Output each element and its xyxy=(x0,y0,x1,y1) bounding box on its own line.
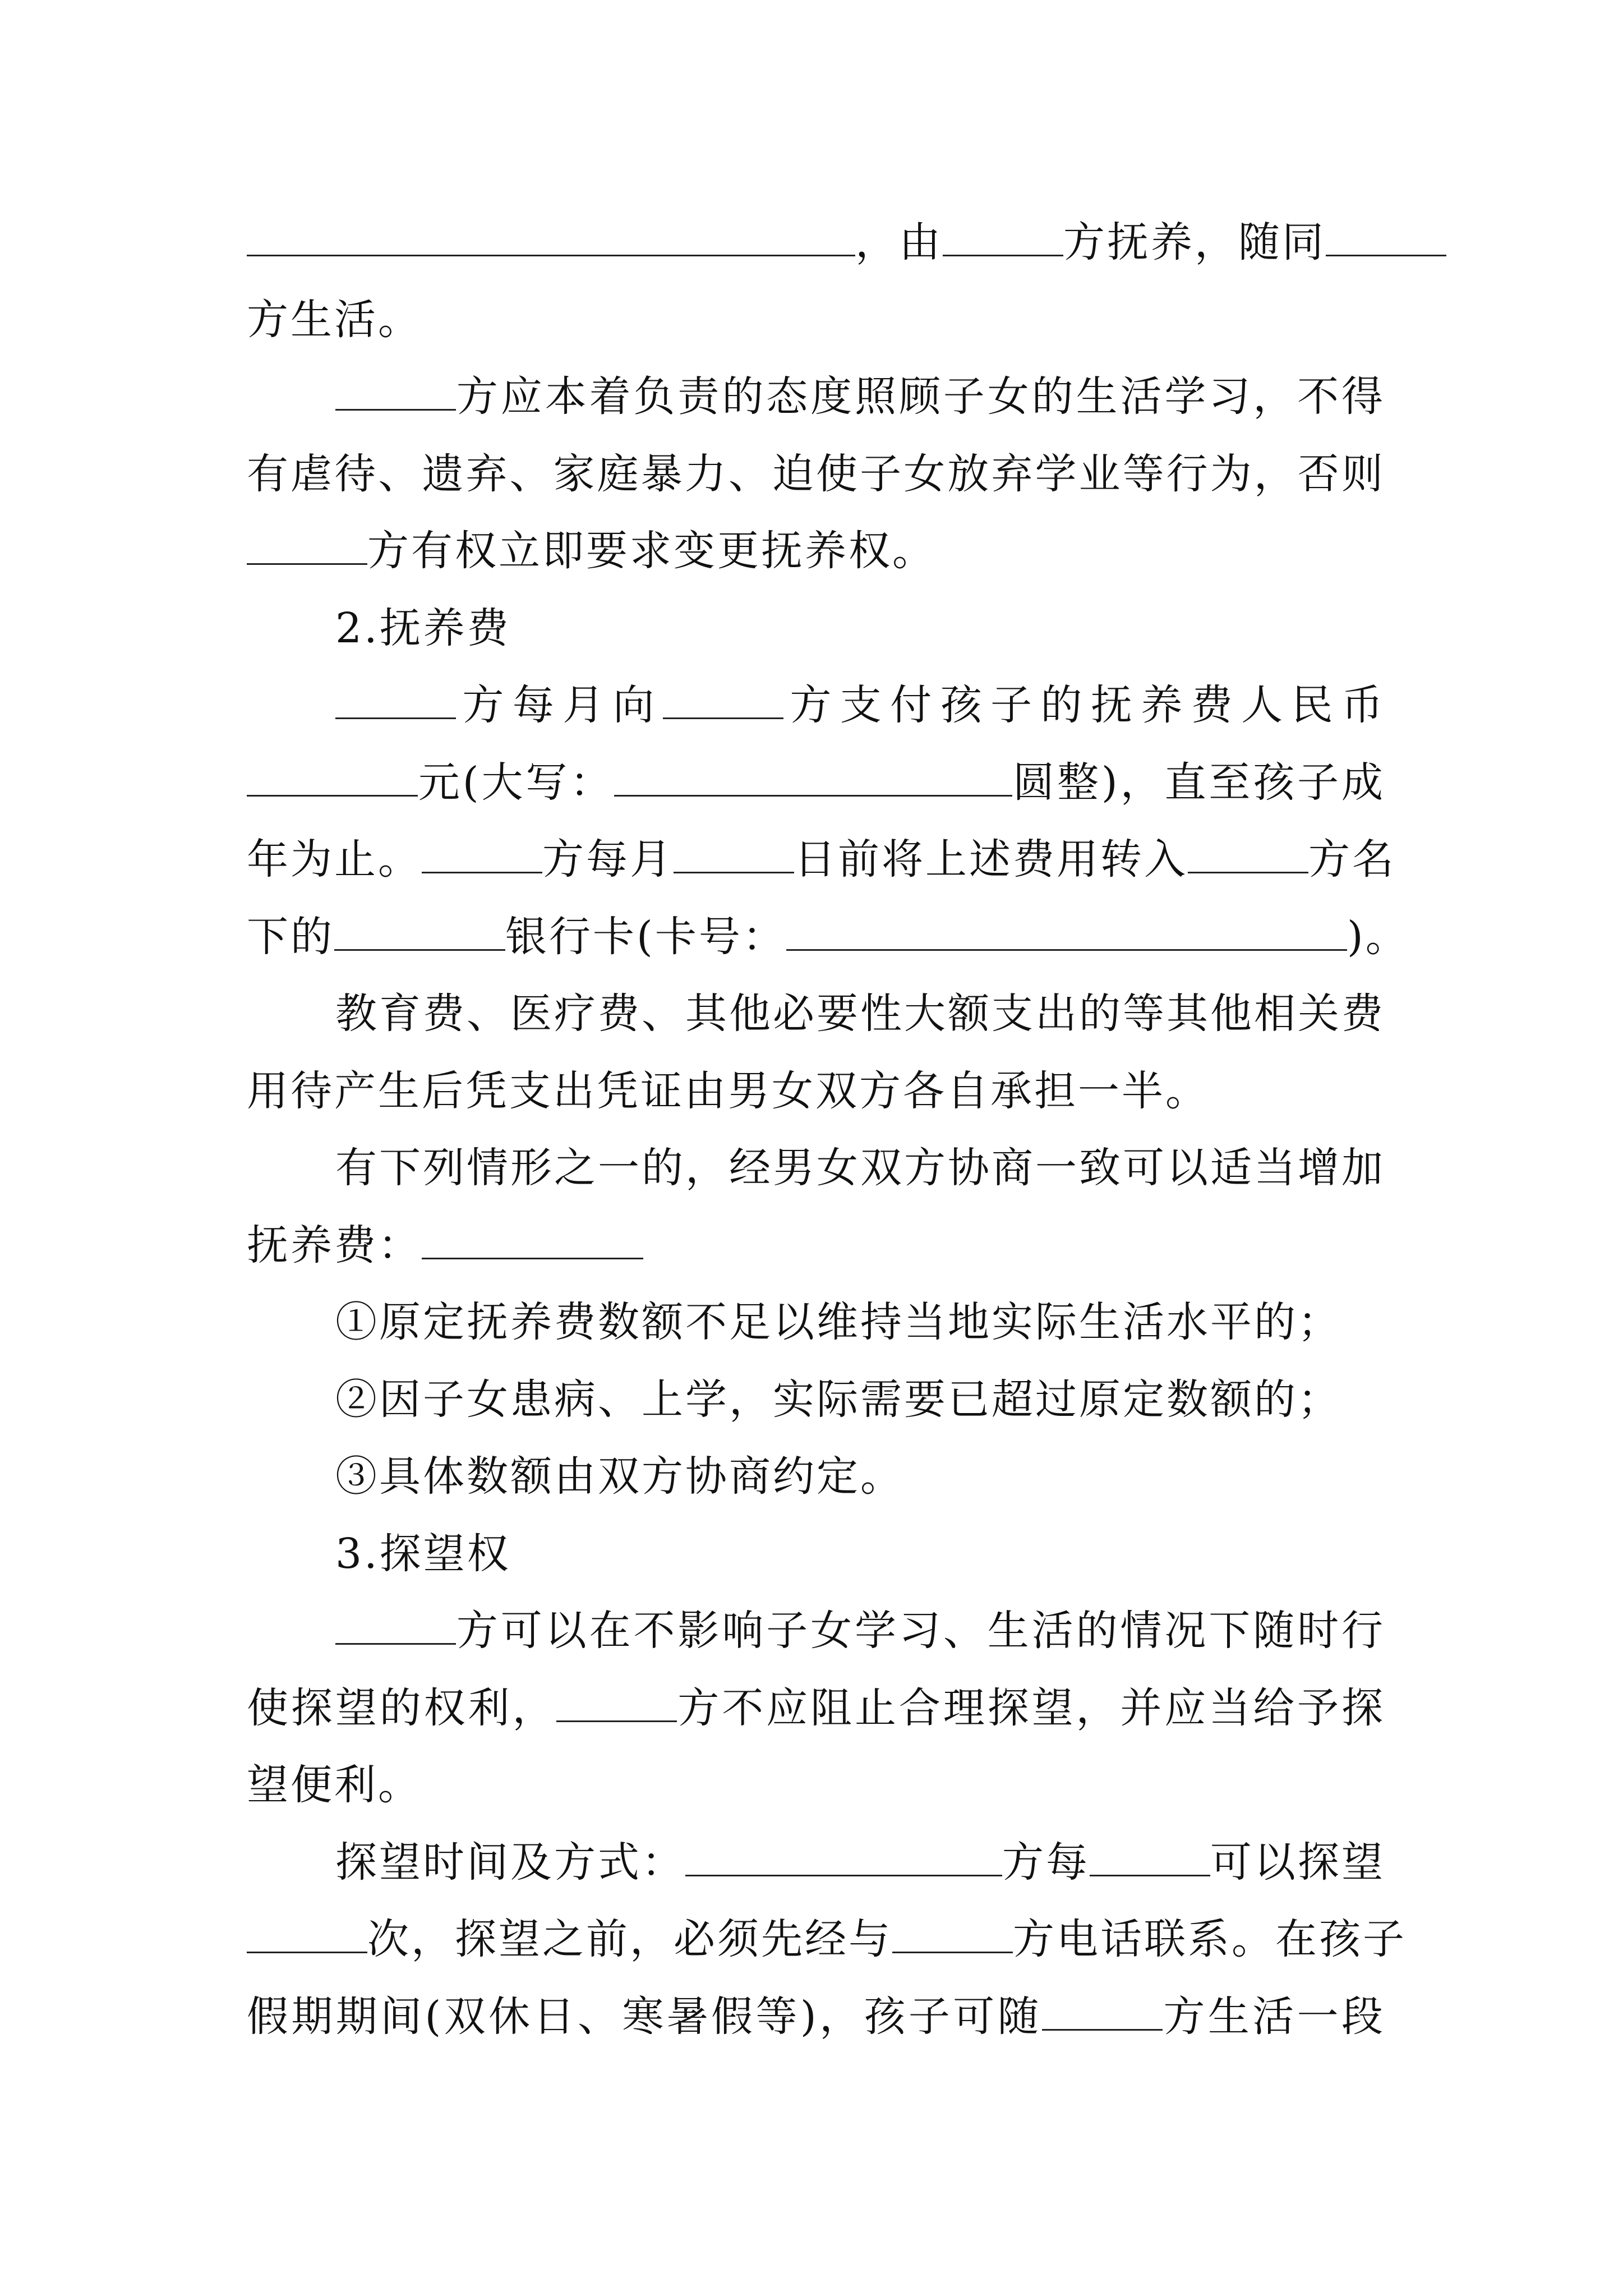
blank-field[interactable] xyxy=(663,678,783,719)
blank-field[interactable] xyxy=(335,370,456,411)
blank-field[interactable] xyxy=(1188,832,1308,873)
text-segment: 方可以在不影响子女学习、生活的情况下随时行 xyxy=(456,1607,1385,1655)
text-line xyxy=(247,1669,1385,1747)
blank-field[interactable] xyxy=(1326,215,1446,256)
text-segment: 有下列情形之一的，经男女双方协商一致可以适当增加 xyxy=(335,1144,1385,1192)
text-segment: 2.抚养费 xyxy=(335,604,511,652)
text-line xyxy=(247,743,1385,822)
blank-field[interactable] xyxy=(1090,1835,1210,1876)
blank-field[interactable] xyxy=(674,832,794,873)
list-item xyxy=(335,1437,904,1516)
list-item xyxy=(335,1283,1341,1361)
blank-field[interactable] xyxy=(422,832,542,873)
text-segment: 方每月向 xyxy=(456,681,663,729)
text-segment: ①原定抚养费数额不足以维持当地实际生活水平的； xyxy=(335,1298,1341,1346)
blank-field[interactable] xyxy=(247,756,418,797)
blank-field[interactable] xyxy=(685,1835,1002,1876)
text-segment: 方每 xyxy=(1002,1838,1090,1887)
text-line xyxy=(335,357,1385,436)
text-segment: 使探望的权利， xyxy=(247,1684,557,1732)
text-segment: ②因子女患病、上学，实际需要已超过原定数额的； xyxy=(335,1375,1341,1424)
blank-field[interactable] xyxy=(614,756,1012,797)
text-line xyxy=(247,203,1385,282)
text-line xyxy=(335,1129,1385,1207)
text-segment: 可以探望 xyxy=(1210,1838,1385,1887)
blank-field[interactable] xyxy=(247,1912,367,1953)
text-segment: 方支付孩子的抚养费人民币 xyxy=(783,681,1386,729)
text-line xyxy=(247,820,1396,899)
text-segment: 教育费、医疗费、其他必要性大额支出的等其他相关费 xyxy=(335,990,1385,1038)
blank-field[interactable] xyxy=(786,910,1347,951)
text-segment: 方不应阻止合理探望，并应当给予探 xyxy=(677,1684,1385,1732)
section-heading xyxy=(335,589,511,668)
text-segment: 抚养费： xyxy=(247,1221,422,1269)
text-segment: 日前将上述费用转入 xyxy=(794,835,1188,884)
text-line xyxy=(335,974,1385,1053)
text-line xyxy=(247,512,936,590)
text-segment: 假期期间(双休日、寒暑假等)，孩子可随 xyxy=(247,1993,1043,2041)
text-segment: ，由 xyxy=(855,218,943,266)
text-segment: 方电话联系。在孩子 xyxy=(1013,1915,1407,1963)
text-segment: 下的 xyxy=(247,913,334,961)
text-segment: 圆整)，直至孩子成 xyxy=(1012,758,1385,807)
text-segment: 探望时间及方式： xyxy=(335,1838,685,1887)
text-line xyxy=(335,1591,1385,1670)
text-segment: 望便利。 xyxy=(247,1761,422,1809)
text-line xyxy=(335,1823,1385,1902)
text-segment: 用待产生后凭支出凭证由男女双方各自承担一半。 xyxy=(247,1067,1209,1115)
blank-field[interactable] xyxy=(556,1681,677,1722)
blank-field[interactable] xyxy=(422,1218,643,1259)
text-segment: 方有权立即要求变更抚养权。 xyxy=(367,527,936,575)
text-segment: 有虐待、遗弃、家庭暴力、迫使子女放弃学业等行为，否则 xyxy=(247,450,1385,498)
text-line xyxy=(335,666,1385,744)
text-segment: 次，探望之前，必须先经与 xyxy=(367,1915,892,1963)
blank-field[interactable] xyxy=(335,1604,456,1645)
section-heading xyxy=(335,1515,511,1593)
text-line xyxy=(247,280,422,359)
text-line xyxy=(247,1977,1385,2056)
text-segment: 元(大写： xyxy=(418,758,615,807)
blank-field[interactable] xyxy=(1042,1990,1163,2031)
text-line xyxy=(247,1206,643,1285)
text-segment: 方每月 xyxy=(542,835,674,884)
blank-field[interactable] xyxy=(943,215,1063,256)
text-segment: 银行卡(卡号： xyxy=(505,913,786,961)
text-line xyxy=(247,1900,1407,1978)
text-segment: )。 xyxy=(1347,913,1409,961)
text-segment: 方生活。 xyxy=(247,296,422,344)
text-segment: 方生活一段 xyxy=(1163,1993,1385,2041)
blank-field[interactable] xyxy=(247,524,367,565)
list-item xyxy=(335,1360,1341,1439)
text-line xyxy=(247,898,1409,976)
text-segment: ③具体数额由双方协商约定。 xyxy=(335,1452,904,1501)
blank-field[interactable] xyxy=(247,215,855,256)
text-segment: 3.探望权 xyxy=(335,1530,511,1578)
blank-field[interactable] xyxy=(892,1912,1013,1953)
text-segment: 方名 xyxy=(1308,835,1396,884)
blank-field[interactable] xyxy=(335,678,456,719)
text-line xyxy=(247,1052,1209,1130)
blank-field[interactable] xyxy=(334,910,505,951)
text-line xyxy=(247,1746,422,1824)
text-segment: 方抚养，随同 xyxy=(1063,218,1326,266)
text-segment: 方应本着负责的态度照顾子女的生活学习，不得 xyxy=(456,372,1385,421)
text-line xyxy=(247,435,1385,513)
text-segment: 年为止。 xyxy=(247,835,422,884)
